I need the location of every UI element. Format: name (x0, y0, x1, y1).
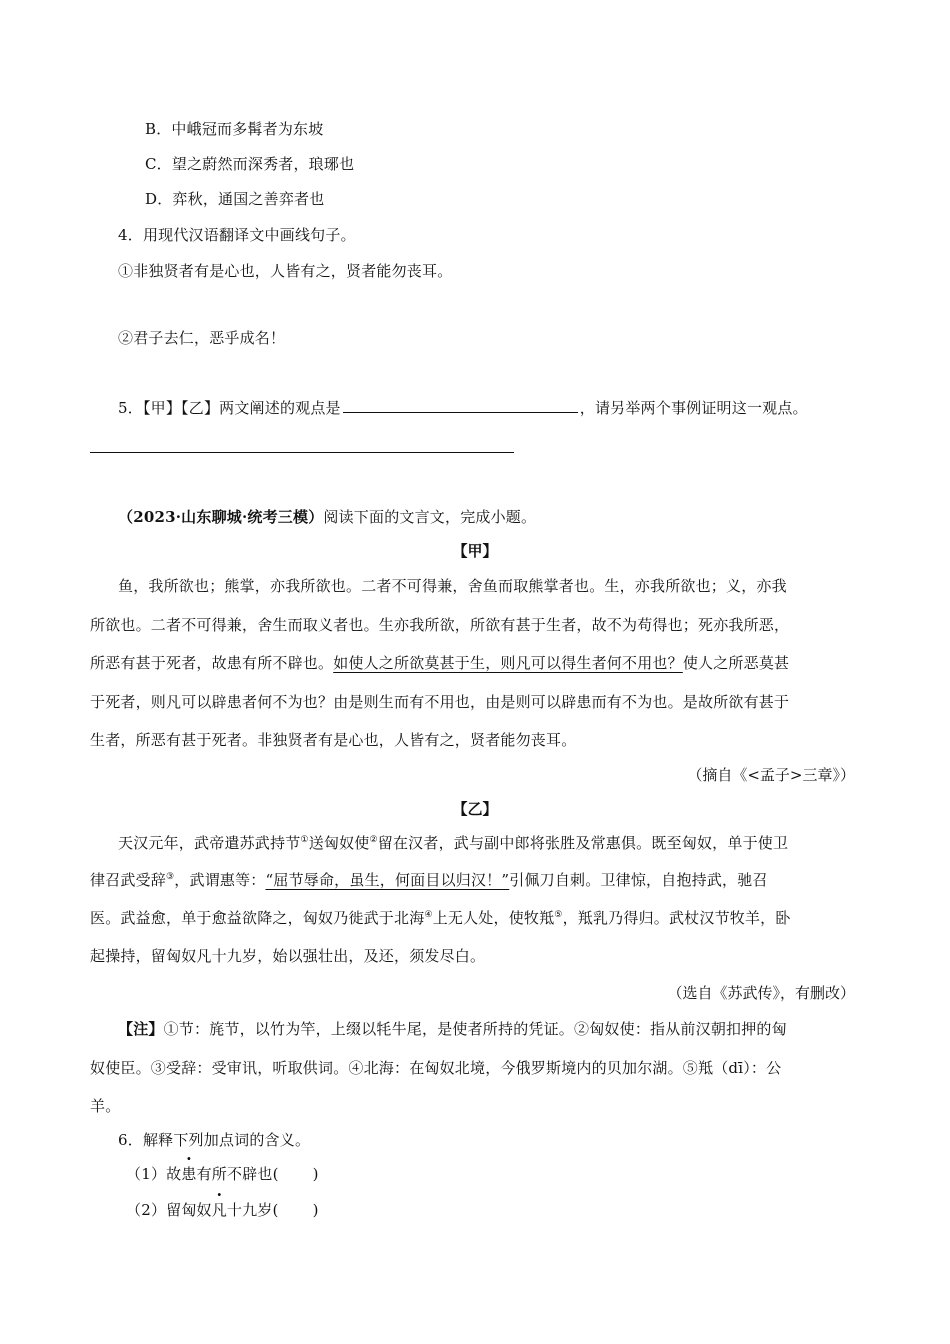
passage-text: 所恶有甚于死者，故患有所不辟也。 (90, 654, 334, 672)
option-b: B．中峨冠而多髯者为东坡 (145, 120, 324, 138)
passage-yi-line (90, 907, 791, 928)
notes-text: ①节：旄节，以竹为竿，上缀以牦牛尾，是使者所持的凭证。②匈奴使：指从前汉朝扣押的匈 (163, 1020, 787, 1038)
question-5-prefix: 5．【甲】【乙】两文阐述的观点是 (118, 399, 341, 417)
passage-yi-heading: 【乙】 (452, 800, 498, 818)
dotted-word: 凡 (211, 1201, 227, 1219)
passage-jia-line: 生者，所恶有甚于死者。非独贤者有是心也，人皆有之，贤者能勿丧耳。 (90, 731, 577, 749)
passage-jia-line: 于死者，则凡可以辟患者何不为也？由是则生而有不用也，由是则可以辟患而有不为也。是故所欲有甚于 (90, 693, 790, 711)
footnote-marker: ③ (166, 872, 175, 882)
passage-text: 律召武受辞 (90, 871, 167, 889)
passage-text: 使人之所恶莫甚 (682, 654, 790, 672)
item-text: （1）故 (126, 1165, 182, 1183)
question-4-sentence-1: ①非独贤者有是心也，人皆有之，贤者能勿丧耳。 (118, 262, 453, 280)
passage-text: 引佩刀自刺。卫律惊，自抱持武，驰召 (509, 871, 768, 889)
passage-yi-line (118, 832, 788, 853)
passage-text: 送匈奴使 (308, 834, 370, 852)
passage-text: ，武谓惠等： (174, 871, 266, 889)
answer-blank[interactable] (343, 398, 578, 413)
footnote-marker: ① (300, 835, 309, 845)
question-4-sentence-2: ②君子去仁，恶乎成名！ (118, 329, 286, 347)
passage-jia-line: 所欲也。二者不可得兼，舍生而取义者也。生亦我所欲，所欲有甚于生者，故不为苟得也；死亦我所恶， (90, 616, 790, 634)
footnote-marker: ⑤ (554, 910, 563, 920)
notes-line: 奴使臣。③受辞：受审讯，听取供词。④北海：在匈奴北境，今俄罗斯境内的贝加尔湖。⑤羝（dī）：公 (90, 1059, 782, 1077)
item-text: 有所不辟也( (196, 1165, 279, 1183)
question-5 (118, 397, 808, 418)
question-6-item-1 (126, 1163, 319, 1184)
passage-jia-source: （摘自《<孟子>三章》） (687, 766, 855, 784)
section-instruction: 阅读下面的文言文，完成小题。 (323, 508, 537, 526)
footnote-marker: ② (369, 835, 378, 845)
passage-text: 医。武益愈，单于愈益欲降之，匈奴乃徙武于北海 (90, 909, 425, 927)
notes-line (118, 1018, 787, 1039)
option-c: C．望之蔚然而深秀者，琅琊也 (145, 155, 355, 173)
passage-text: 上无人处，使牧羝 (432, 909, 555, 927)
question-4-title: 4．用现代汉语翻译文中画线句子。 (118, 226, 356, 244)
notes-line: 羊。 (90, 1097, 121, 1115)
item-text: ) (312, 1165, 319, 1183)
footnote-marker: ④ (424, 910, 433, 920)
passage-text: 留在汉者，武与副中郎将张胜及常惠俱。既至匈奴，单于使卫 (377, 834, 789, 852)
passage-jia-line: 鱼，我所欲也；熊掌，亦我所欲也。二者不可得兼，舍鱼而取熊掌者也。生，亦我所欲也；义，亦我 (118, 577, 787, 595)
passage-text: ，羝乳乃得归。武杖汉节牧羊，卧 (562, 909, 791, 927)
passage-text: 天汉元年，武帝遣苏武持节 (118, 834, 301, 852)
underlined-sentence: “屈节辱命，虽生，何面目以归汉！” (265, 871, 510, 889)
passage-yi-line (90, 869, 768, 890)
option-d: D．弈秋，通国之善弈者也 (145, 190, 325, 208)
section-intro (118, 506, 536, 527)
question-6-item-2 (126, 1199, 319, 1220)
answer-line[interactable] (90, 452, 514, 453)
passage-yi-line: 起操持，留匈奴凡十九岁，始以强壮出，及还，须发尽白。 (90, 947, 486, 965)
item-text: 十九岁( (226, 1201, 279, 1219)
question-6-title: 6．解释下列加点词的含义。 (118, 1131, 311, 1149)
dotted-word: 患 (181, 1165, 197, 1183)
item-text: （2）留匈奴 (126, 1201, 212, 1219)
passage-jia-heading: 【甲】 (452, 542, 498, 560)
underlined-sentence: 如使人之所欲莫甚于生，则凡可以得生者何不用也？ (333, 654, 683, 672)
notes-label: 【注】 (118, 1020, 164, 1038)
passage-jia-line (90, 652, 789, 673)
question-5-suffix: ，请另举两个事例证明这一观点。 (579, 399, 808, 417)
section-source: （2023·山东聊城·统考三模） (118, 508, 324, 526)
passage-yi-source: （选自《苏武传》，有删改） (667, 984, 855, 1002)
item-text: ) (312, 1201, 319, 1219)
